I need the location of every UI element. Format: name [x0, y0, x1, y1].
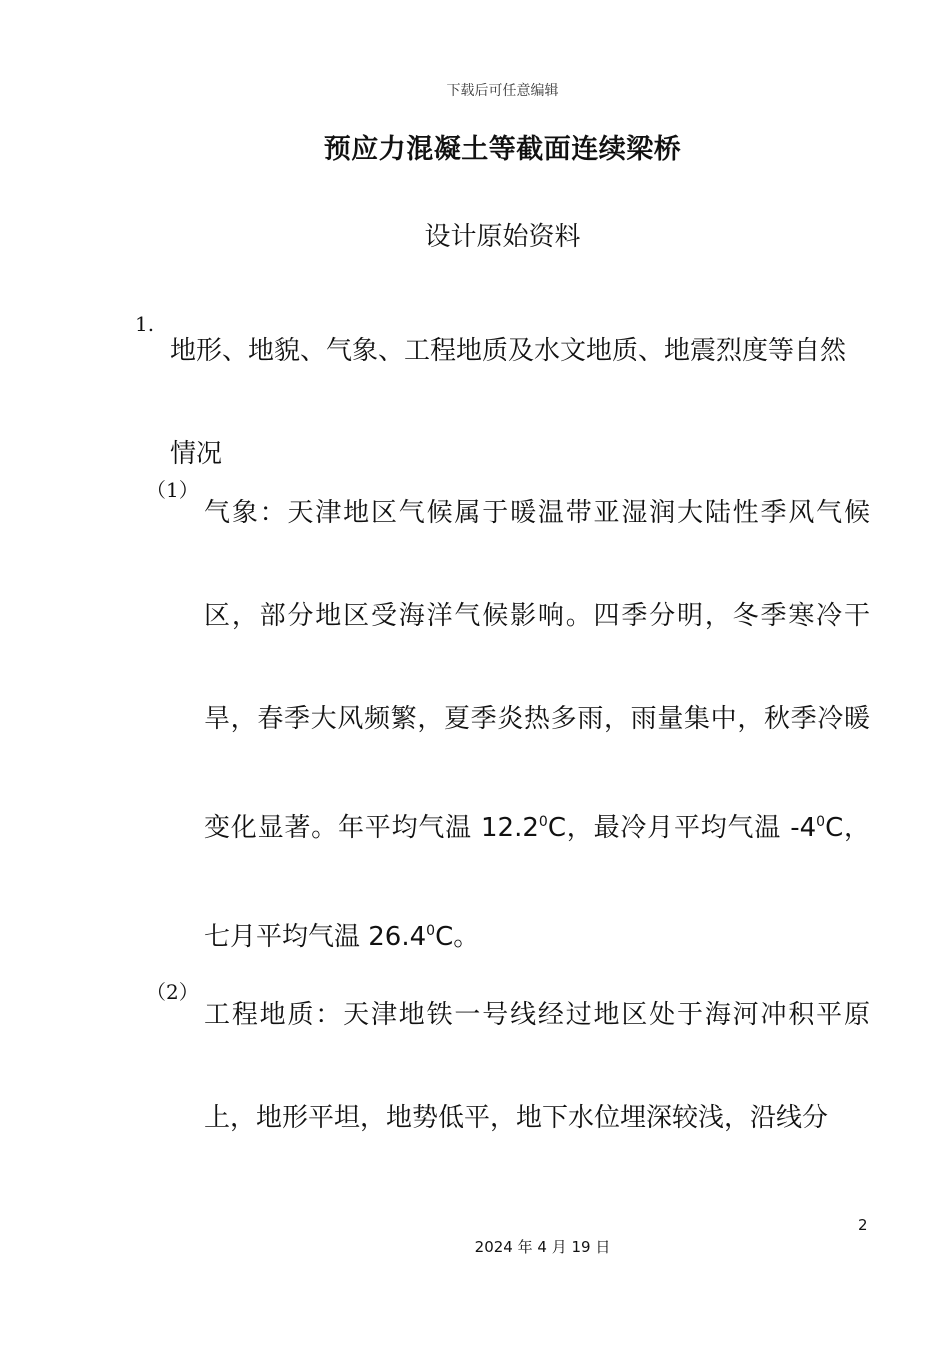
text-segment: 气象：天津地区气候属于暖温带亚湿润大陆性季风气候区，部分地区受海洋气候影响。四季分明，冬季寒冷干旱，春季大风频繁，夏季炎热多雨，雨量集中，秋季冷暖变化显著。年平均气温 12.2 [204, 498, 870, 843]
superscript: 0 [816, 814, 826, 830]
list-item-number: （1） [146, 478, 199, 502]
section-number: 1. [135, 312, 155, 336]
document-title: 预应力混凝土等截面连续梁桥 [323, 134, 682, 165]
list-item-number: （2） [146, 980, 199, 1004]
text-segment: C。 [435, 922, 480, 952]
document-subtitle: 设计原始资料 [424, 222, 581, 252]
text-segment: C，最冷月平均气温 -4 [547, 813, 817, 843]
list-item-text: 工程地质：天津地铁一号线经过地区处于海河冲积平原上，地形平坦，地势低平，地下水位埋深较浅，沿线分 [204, 1000, 870, 1133]
header-note: 下载后可任意编辑 [446, 83, 559, 99]
text-segment: C，七月平均气温 26.4 [204, 813, 871, 952]
page-number: 2 [858, 1216, 868, 1234]
section-heading-text: 地形、地貌、气象、工程地质及水文地质、地震烈度等自然情况 [170, 336, 847, 469]
list-item-text [204, 462, 870, 989]
superscript: 0 [426, 923, 436, 939]
footer-date: 2024 年 4 月 19 日 [474, 1238, 611, 1256]
superscript: 0 [538, 814, 548, 830]
